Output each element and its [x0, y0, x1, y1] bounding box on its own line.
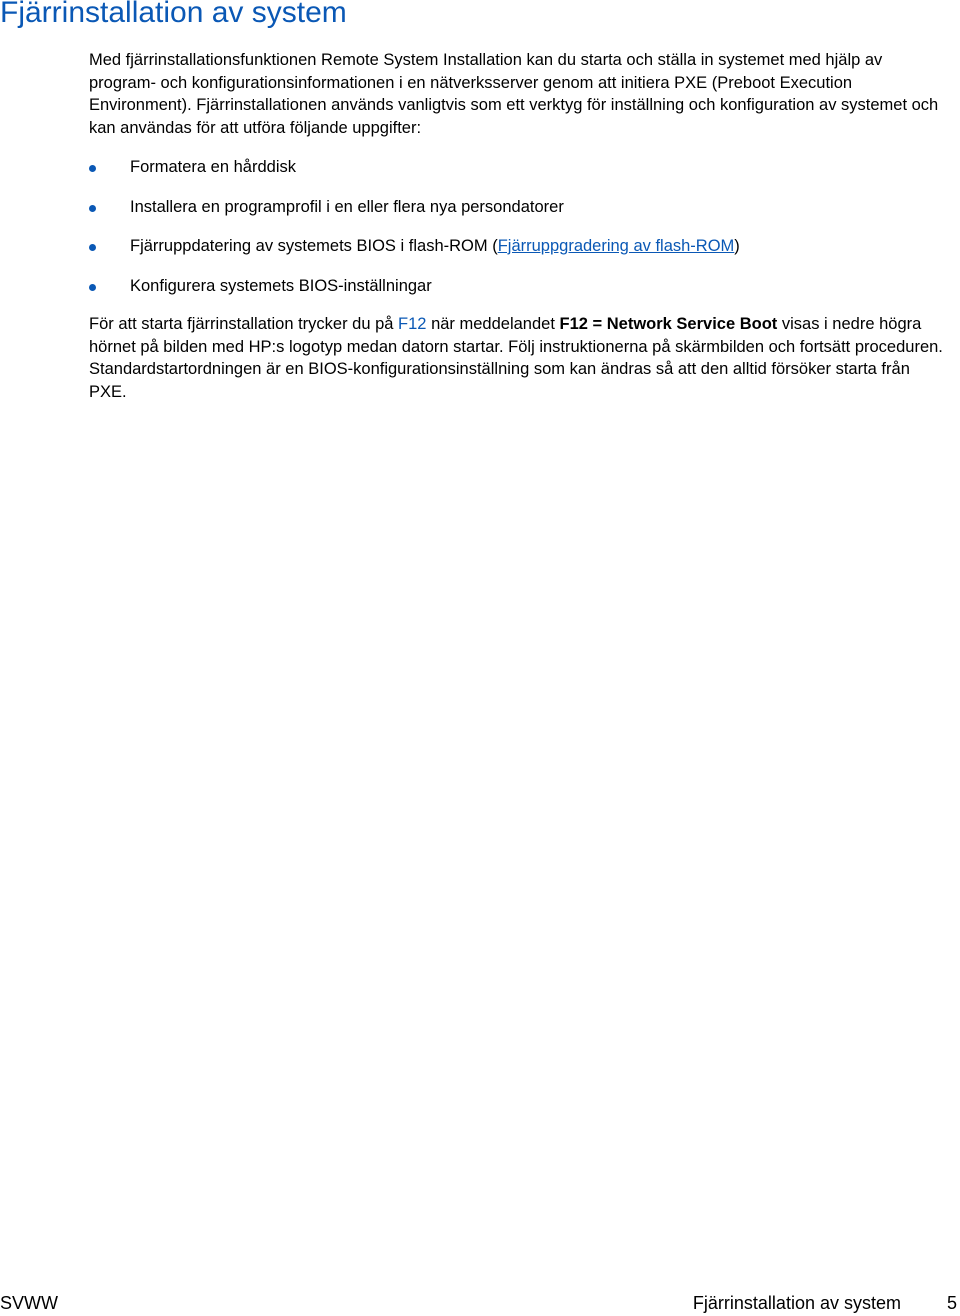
footer-section-title: Fjärrinstallation av system [692, 1293, 901, 1313]
page-title: Fjärrinstallation av system [0, 0, 347, 29]
bullet-icon [89, 205, 96, 212]
page-footer [0, 1292, 960, 1314]
instructions-paragraph [89, 313, 949, 403]
intro-paragraph: Med fjärrinstallationsfunktionen Remote System Installation kan du starta och ställa in systemet med hjälp av program- och konfigurationsinformationen i en nätverksserver genom att initiera PXE (Preboot Execution Environment). Fjärrinstallationen används vanligtvis som ett verktyg för inställning och konfiguration av systemet och kan användas för att utföra följande uppgifter: [89, 51, 939, 137]
task-bios-update: Fjärruppdatering av systemets BIOS i flash-ROM ( [130, 237, 498, 255]
bullet-icon [89, 284, 96, 291]
instructions-part3: visas i nedre högra hörnet på bilden med HP:s logotyp medan datorn startar. Följ instruktionerna på skärmbilden och fortsätt proceduren. Standardstartordningen är en BIOS-konfigurationsinställning som kan ändras så att den alltid försöker starta från PXE. [89, 315, 943, 401]
footer-doc-code: SVWW [0, 1293, 58, 1313]
flash-rom-upgrade-link[interactable]: Fjärruppgradering av flash-ROM [497, 237, 735, 255]
task-configure-bios: Konfigurera systemets BIOS-inställningar [130, 276, 432, 295]
list-item [89, 275, 949, 298]
bullet-icon [89, 165, 96, 172]
instructions-part1: För att starta fjärrinstallation trycker du på [89, 315, 399, 333]
list-item [89, 235, 949, 258]
f12-key: F12 [398, 315, 427, 333]
bullet-icon [89, 244, 96, 251]
list-item [89, 196, 949, 219]
boot-message: F12 = Network Service Boot [559, 315, 778, 333]
instructions-part2: när meddelandet [426, 315, 560, 333]
task-install-profile: Installera en programprofil i en eller flera nya persondatorer [130, 197, 564, 216]
task-format-disk: Formatera en hårddisk [130, 158, 296, 176]
footer-page-number: 5 [946, 1293, 957, 1313]
task-bios-update-close: ) [734, 237, 740, 255]
main-content [89, 49, 949, 403]
list-item [89, 156, 949, 179]
task-list [89, 156, 949, 297]
